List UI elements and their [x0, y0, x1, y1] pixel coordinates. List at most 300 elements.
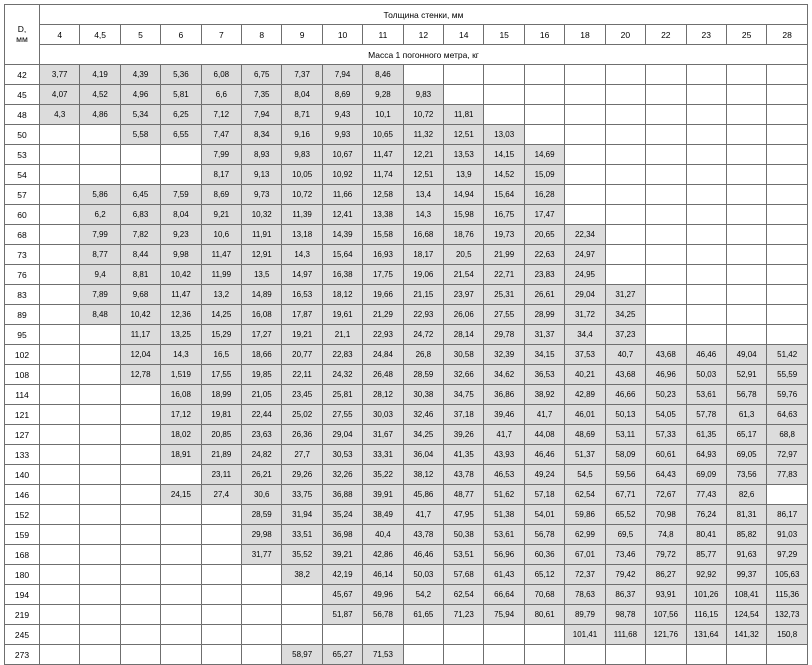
mass-cell: 92,92: [686, 565, 726, 585]
mass-cell: 15,98: [444, 205, 484, 225]
mass-cell: 46,01: [565, 405, 605, 425]
mass-cell: [605, 645, 645, 665]
mass-cell: [565, 185, 605, 205]
mass-cell: 26,36: [282, 425, 322, 445]
mass-cell: 89,79: [565, 605, 605, 625]
mass-cell: 23,11: [201, 465, 241, 485]
wall-thickness-header: 4,5: [80, 25, 120, 45]
mass-cell: 53,61: [686, 385, 726, 405]
mass-cell: 8,04: [282, 85, 322, 105]
table-row: [5, 465, 808, 485]
mass-cell: 24,97: [565, 245, 605, 265]
mass-cell: 46,46: [524, 445, 564, 465]
mass-cell: 54,05: [646, 405, 686, 425]
diameter-cell: 146: [5, 485, 40, 505]
mass-cell: 15,09: [524, 165, 564, 185]
mass-cell: 16,68: [403, 225, 443, 245]
mass-cell: 36,53: [524, 365, 564, 385]
mass-cell: 10,92: [322, 165, 362, 185]
mass-cell: 21,99: [484, 245, 524, 265]
mass-cell: 64,93: [686, 445, 726, 465]
mass-cell: 7,35: [242, 85, 282, 105]
mass-cell: 93,91: [646, 585, 686, 605]
mass-cell: 30,03: [363, 405, 403, 425]
mass-cell: 40,7: [605, 345, 645, 365]
mass-cell: 8,44: [120, 245, 160, 265]
mass-cell: 8,77: [80, 245, 120, 265]
mass-cell: 22,44: [242, 405, 282, 425]
mass-cell: 7,37: [282, 65, 322, 85]
mass-cell: 72,37: [565, 565, 605, 585]
mass-cell: 29,98: [242, 525, 282, 545]
mass-cell: [201, 565, 241, 585]
table-row: [5, 325, 808, 345]
table-row: [5, 265, 808, 285]
mass-cell: [40, 265, 80, 285]
mass-cell: 26,48: [363, 365, 403, 385]
mass-cell: 23,63: [242, 425, 282, 445]
mass-cell: [726, 305, 766, 325]
table-row: [5, 445, 808, 465]
mass-cell: 8,69: [201, 185, 241, 205]
mass-cell: 131,64: [686, 625, 726, 645]
mass-cell: 79,42: [605, 565, 645, 585]
mass-cell: [565, 85, 605, 105]
mass-cell: 3,77: [40, 65, 80, 85]
mass-cell: 9,16: [282, 125, 322, 145]
table-row: [5, 185, 808, 205]
mass-cell: [646, 245, 686, 265]
mass-cell: 18,02: [161, 425, 201, 445]
mass-cell: 33,51: [282, 525, 322, 545]
mass-cell: [161, 605, 201, 625]
mass-cell: 13,38: [363, 205, 403, 225]
mass-cell: [40, 585, 80, 605]
mass-cell: 26,8: [403, 345, 443, 365]
mass-cell: [686, 125, 726, 145]
wall-thickness-header: 5: [120, 25, 160, 45]
mass-cell: 65,17: [726, 425, 766, 445]
mass-cell: 31,27: [605, 285, 645, 305]
table-row: [5, 345, 808, 365]
mass-cell: [767, 85, 808, 105]
mass-cell: 62,54: [444, 585, 484, 605]
mass-cell: 60,36: [524, 545, 564, 565]
mass-cell: 27,55: [322, 405, 362, 425]
mass-cell: [524, 105, 564, 125]
mass-cell: 24,15: [161, 485, 201, 505]
mass-cell: [726, 285, 766, 305]
mass-cell: 6,25: [161, 105, 201, 125]
mass-cell: 46,66: [605, 385, 645, 405]
wall-thickness-header: 12: [403, 25, 443, 45]
mass-cell: [80, 445, 120, 465]
mass-cell: 17,27: [242, 325, 282, 345]
mass-cell: [524, 125, 564, 145]
mass-cell: 54,5: [565, 465, 605, 485]
mass-cell: [646, 265, 686, 285]
mass-cell: [524, 645, 564, 665]
mass-cell: 16,28: [524, 185, 564, 205]
mass-cell: 22,93: [403, 305, 443, 325]
mass-cell: 50,13: [605, 405, 645, 425]
mass-cell: 49,04: [726, 345, 766, 365]
mass-cell: 25,02: [282, 405, 322, 425]
mass-cell: [40, 605, 80, 625]
mass-cell: 31,94: [282, 505, 322, 525]
mass-cell: 33,75: [282, 485, 322, 505]
mass-cell: 31,67: [363, 425, 403, 445]
mass-cell: 32,26: [322, 465, 362, 485]
mass-cell: [201, 505, 241, 525]
mass-cell: 24,95: [565, 265, 605, 285]
mass-cell: 56,78: [726, 385, 766, 405]
mass-cell: 18,17: [403, 245, 443, 265]
mass-cell: [767, 65, 808, 85]
mass-cell: [120, 425, 160, 445]
mass-cell: [726, 65, 766, 85]
mass-cell: 9,21: [201, 205, 241, 225]
mass-cell: 9,4: [80, 265, 120, 285]
wall-thickness-header: 10: [322, 25, 362, 45]
mass-cell: 17,47: [524, 205, 564, 225]
mass-cell: [80, 125, 120, 145]
diameter-cell: 152: [5, 505, 40, 525]
mass-cell: [605, 125, 645, 145]
mass-cell: 124,54: [726, 605, 766, 625]
diameter-header: [5, 5, 40, 65]
diameter-cell: 68: [5, 225, 40, 245]
mass-cell: 11,99: [201, 265, 241, 285]
mass-cell: 16,53: [282, 285, 322, 305]
mass-cell: [646, 105, 686, 125]
mass-cell: 12,04: [120, 345, 160, 365]
mass-cell: [646, 85, 686, 105]
table-row: [5, 425, 808, 445]
mass-cell: 55,59: [767, 365, 808, 385]
mass-cell: [444, 625, 484, 645]
mass-cell: 43,78: [444, 465, 484, 485]
wall-thickness-header: 6: [161, 25, 201, 45]
mass-cell: 22,71: [484, 265, 524, 285]
mass-cell: 132,73: [767, 605, 808, 625]
mass-cell: [767, 265, 808, 285]
mass-cell: 10,65: [363, 125, 403, 145]
mass-cell: [120, 585, 160, 605]
mass-cell: [120, 645, 160, 665]
mass-cell: [120, 465, 160, 485]
diameter-cell: 219: [5, 605, 40, 625]
mass-cell: [686, 65, 726, 85]
mass-cell: 70,98: [646, 505, 686, 525]
mass-cell: [80, 505, 120, 525]
mass-cell: 48,77: [444, 485, 484, 505]
mass-cell: 10,1: [363, 105, 403, 125]
mass-cell: 17,12: [161, 405, 201, 425]
mass-cell: 11,32: [403, 125, 443, 145]
table-row: [5, 365, 808, 385]
mass-cell: [646, 165, 686, 185]
mass-cell: 62,99: [565, 525, 605, 545]
table-head: [5, 5, 808, 65]
mass-cell: 53,51: [444, 545, 484, 565]
header-row-title: [5, 5, 808, 25]
mass-cell: [646, 305, 686, 325]
mass-cell: 9,83: [403, 85, 443, 105]
mass-cell: [161, 545, 201, 565]
mass-cell: 24,72: [403, 325, 443, 345]
mass-cell: [40, 385, 80, 405]
mass-cell: 62,54: [565, 485, 605, 505]
diameter-cell: 48: [5, 105, 40, 125]
mass-cell: [565, 65, 605, 85]
mass-cell: 28,59: [242, 505, 282, 525]
mass-cell: 57,18: [524, 485, 564, 505]
mass-cell: [40, 565, 80, 585]
mass-cell: 17,87: [282, 305, 322, 325]
mass-cell: 5,86: [80, 185, 120, 205]
table-row: [5, 625, 808, 645]
mass-cell: 28,12: [363, 385, 403, 405]
mass-cell: [201, 525, 241, 545]
mass-cell: [646, 65, 686, 85]
mass-cell: [242, 605, 282, 625]
mass-cell: [767, 205, 808, 225]
mass-cell: [726, 205, 766, 225]
mass-cell: 57,78: [686, 405, 726, 425]
mass-cell: [646, 225, 686, 245]
mass-cell: 11,17: [120, 325, 160, 345]
table-row: [5, 605, 808, 625]
mass-cell: 28,59: [403, 365, 443, 385]
table-row: [5, 545, 808, 565]
mass-cell: [40, 145, 80, 165]
mass-cell: 19,21: [282, 325, 322, 345]
mass-cell: 70,68: [524, 585, 564, 605]
mass-cell: 14,3: [161, 345, 201, 365]
mass-cell: 46,53: [484, 465, 524, 485]
mass-cell: 21,29: [363, 305, 403, 325]
mass-cell: [565, 645, 605, 665]
mass-cell: [605, 205, 645, 225]
diameter-cell: 127: [5, 425, 40, 445]
mass-cell: 26,06: [444, 305, 484, 325]
mass-cell: [686, 325, 726, 345]
mass-cell: [120, 565, 160, 585]
mass-cell: 31,77: [242, 545, 282, 565]
mass-cell: [726, 265, 766, 285]
mass-cell: 12,21: [403, 145, 443, 165]
diameter-cell: 159: [5, 525, 40, 545]
wall-thickness-header: 7: [201, 25, 241, 45]
mass-cell: 69,5: [605, 525, 645, 545]
mass-cell: 79,72: [646, 545, 686, 565]
mass-cell: 24,82: [242, 445, 282, 465]
mass-cell: 30,53: [322, 445, 362, 465]
mass-cell: 69,05: [726, 445, 766, 465]
mass-cell: 5,81: [161, 85, 201, 105]
mass-cell: [242, 645, 282, 665]
diameter-cell: 108: [5, 365, 40, 385]
mass-cell: 111,68: [605, 625, 645, 645]
mass-cell: [80, 425, 120, 445]
table-row: [5, 145, 808, 165]
mass-cell: 36,86: [484, 385, 524, 405]
mass-cell: 8,34: [242, 125, 282, 145]
mass-cell: [40, 325, 80, 345]
mass-cell: [282, 605, 322, 625]
mass-cell: 14,25: [201, 305, 241, 325]
table-row: [5, 225, 808, 245]
mass-cell: 13,18: [282, 225, 322, 245]
mass-cell: [403, 625, 443, 645]
mass-cell: [646, 285, 686, 305]
mass-cell: 19,81: [201, 405, 241, 425]
mass-cell: 41,35: [444, 445, 484, 465]
mass-cell: 9,23: [161, 225, 201, 245]
mass-cell: 9,73: [242, 185, 282, 205]
mass-cell: [726, 185, 766, 205]
mass-cell: [161, 565, 201, 585]
mass-cell: 85,77: [686, 545, 726, 565]
table-row: [5, 525, 808, 545]
mass-cell: 16,08: [242, 305, 282, 325]
mass-cell: 6,6: [201, 85, 241, 105]
mass-cell: [80, 165, 120, 185]
mass-cell: 50,03: [686, 365, 726, 385]
mass-cell: 15,29: [201, 325, 241, 345]
mass-cell: [646, 205, 686, 225]
mass-cell: [726, 125, 766, 145]
mass-cell: [161, 165, 201, 185]
mass-cell: 24,32: [322, 365, 362, 385]
mass-cell: [120, 165, 160, 185]
mass-cell: 22,83: [322, 345, 362, 365]
mass-cell: 41,7: [403, 505, 443, 525]
mass-cell: 8,81: [120, 265, 160, 285]
mass-cell: 16,5: [201, 345, 241, 365]
mass-cell: 14,94: [444, 185, 484, 205]
mass-cell: [646, 125, 686, 145]
mass-cell: 4,39: [120, 65, 160, 85]
mass-cell: [80, 365, 120, 385]
table-row: [5, 285, 808, 305]
mass-cell: [686, 265, 726, 285]
mass-cell: 35,52: [282, 545, 322, 565]
mass-cell: 39,91: [363, 485, 403, 505]
mass-cell: 43,78: [403, 525, 443, 545]
mass-cell: 59,56: [605, 465, 645, 485]
mass-cell: 42,86: [363, 545, 403, 565]
mass-cell: 64,43: [646, 465, 686, 485]
diameter-cell: 133: [5, 445, 40, 465]
mass-cell: 14,15: [484, 145, 524, 165]
mass-cell: 6,55: [161, 125, 201, 145]
mass-cell: [120, 525, 160, 545]
mass-cell: 36,04: [403, 445, 443, 465]
mass-cell: 34,75: [444, 385, 484, 405]
diameter-cell: 245: [5, 625, 40, 645]
mass-cell: [80, 465, 120, 485]
mass-cell: [120, 385, 160, 405]
mass-cell: 41,7: [484, 425, 524, 445]
mass-cell: 7,82: [120, 225, 160, 245]
wall-thickness-header: 22: [646, 25, 686, 45]
mass-cell: 7,94: [322, 65, 362, 85]
mass-cell: 74,8: [646, 525, 686, 545]
mass-cell: 19,61: [322, 305, 362, 325]
mass-cell: 9,13: [242, 165, 282, 185]
mass-cell: 11,47: [201, 245, 241, 265]
mass-cell: 11,39: [282, 205, 322, 225]
mass-cell: [161, 625, 201, 645]
mass-cell: [403, 65, 443, 85]
mass-cell: 101,41: [565, 625, 605, 645]
mass-cell: [767, 325, 808, 345]
mass-cell: [605, 105, 645, 125]
diameter-cell: 95: [5, 325, 40, 345]
mass-cell: 10,42: [120, 305, 160, 325]
mass-cell: 7,89: [80, 285, 120, 305]
mass-cell: [80, 545, 120, 565]
mass-cell: [80, 325, 120, 345]
mass-cell: 108,41: [726, 585, 766, 605]
mass-cell: 59,86: [565, 505, 605, 525]
mass-cell: 30,58: [444, 345, 484, 365]
mass-cell: 20,77: [282, 345, 322, 365]
mass-cell: [80, 565, 120, 585]
mass-cell: [767, 645, 808, 665]
mass-cell: [767, 225, 808, 245]
mass-cell: [40, 125, 80, 145]
mass-cell: [767, 245, 808, 265]
wall-thickness-header: 18: [565, 25, 605, 45]
wall-thickness-header: 9: [282, 25, 322, 45]
mass-cell: 38,49: [363, 505, 403, 525]
mass-cell: [686, 165, 726, 185]
wall-thickness-header: 16: [524, 25, 564, 45]
diameter-cell: 50: [5, 125, 40, 145]
mass-cell: 91,03: [767, 525, 808, 545]
wall-thickness-header: 14: [444, 25, 484, 45]
mass-cell: 46,46: [403, 545, 443, 565]
mass-cell: 4,19: [80, 65, 120, 85]
mass-cell: 36,88: [322, 485, 362, 505]
mass-cell: [524, 625, 564, 645]
mass-cell: [767, 165, 808, 185]
mass-cell: 29,26: [282, 465, 322, 485]
mass-cell: 14,52: [484, 165, 524, 185]
mass-cell: 85,82: [726, 525, 766, 545]
mass-cell: 16,38: [322, 265, 362, 285]
mass-cell: 45,67: [322, 585, 362, 605]
mass-cell: 27,4: [201, 485, 241, 505]
mass-cell: 14,3: [282, 245, 322, 265]
diameter-cell: 102: [5, 345, 40, 365]
mass-cell: 67,71: [605, 485, 645, 505]
mass-cell: 46,96: [646, 365, 686, 385]
mass-cell: 13,03: [484, 125, 524, 145]
mass-cell: [120, 485, 160, 505]
mass-cell: 7,99: [80, 225, 120, 245]
mass-cell: [40, 545, 80, 565]
mass-cell: 44,08: [524, 425, 564, 445]
mass-cell: 51,37: [565, 445, 605, 465]
mass-cell: [242, 585, 282, 605]
mass-cell: [524, 85, 564, 105]
mass-cell: 66,64: [484, 585, 524, 605]
mass-cell: [80, 525, 120, 545]
